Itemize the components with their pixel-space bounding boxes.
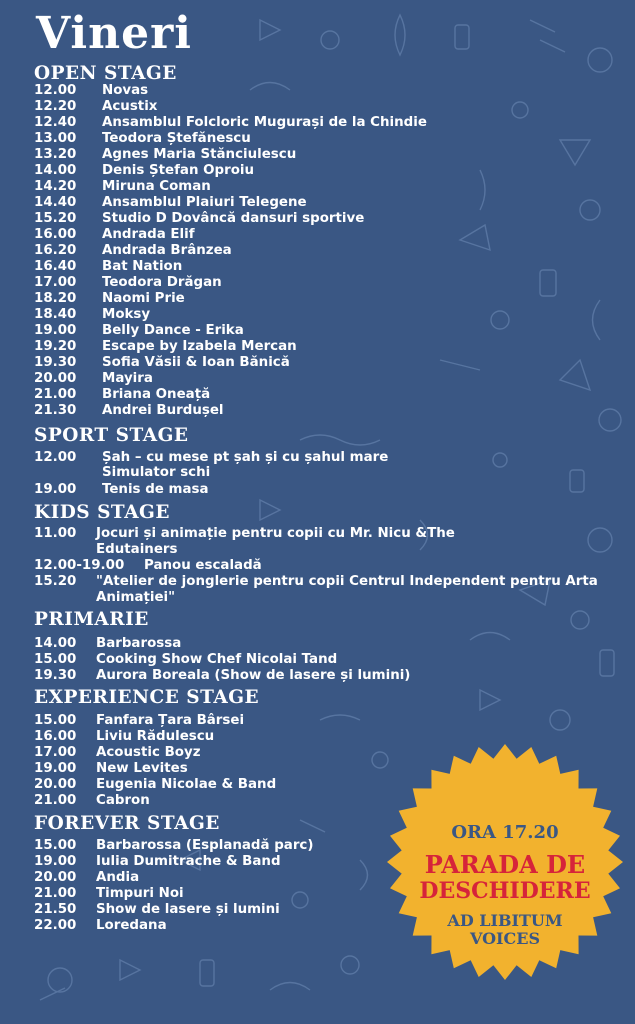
time: 13.00 xyxy=(34,131,77,146)
time: 12.00 xyxy=(34,83,77,98)
act: Sofia Văsii & Ioan Bănică xyxy=(102,355,290,370)
act: Timpuri Noi xyxy=(96,886,184,901)
section-title-kids-stage: KIDS STAGE xyxy=(34,502,170,523)
schedule-row xyxy=(34,179,211,195)
act: Bat Nation xyxy=(102,259,183,274)
time: 12.00-19.00 xyxy=(34,558,125,573)
schedule-row xyxy=(34,403,224,419)
act: Moksy xyxy=(102,307,151,322)
act: Andia xyxy=(96,870,140,885)
act: Barbarossa xyxy=(96,636,182,651)
act: Șah – cu mese pt șah și cu șahul mare xyxy=(102,450,389,465)
schedule-row xyxy=(34,482,209,498)
act: Liviu Rădulescu xyxy=(96,729,215,744)
time: 20.00 xyxy=(34,777,77,792)
time: 14.00 xyxy=(34,636,77,651)
schedule-row xyxy=(34,668,410,684)
act: Barbarossa (Esplanadă parc) xyxy=(96,838,314,853)
schedule-row xyxy=(34,793,150,809)
section-title-primarie: PRIMARIE xyxy=(34,609,149,630)
time: 21.00 xyxy=(34,387,77,402)
schedule-row xyxy=(34,918,167,934)
act: Show de lasere și lumini xyxy=(96,902,280,917)
badge-title-line2: DESCHIDERE xyxy=(419,878,591,904)
act: Andrada Elif xyxy=(102,227,195,242)
schedule-row xyxy=(34,777,276,793)
schedule-row xyxy=(34,227,195,243)
time: 19.30 xyxy=(34,668,77,683)
time: 16.40 xyxy=(34,259,77,274)
schedule-row xyxy=(34,450,388,466)
schedule-row xyxy=(34,275,222,291)
act: Acoustic Boyz xyxy=(96,745,201,760)
time: 21.30 xyxy=(34,403,77,418)
act: Iulia Dumitrache & Band xyxy=(96,854,281,869)
act: Ansamblul Plaiuri Telegene xyxy=(102,195,307,210)
schedule-row xyxy=(34,163,254,179)
act: Studio D Dovâncă dansuri sportive xyxy=(102,211,365,226)
time: 18.40 xyxy=(34,307,77,322)
schedule-row xyxy=(34,339,297,355)
schedule-row xyxy=(34,838,314,854)
time: 21.00 xyxy=(34,886,77,901)
time: 15.20 xyxy=(34,211,77,226)
time: 13.20 xyxy=(34,147,77,162)
schedule-row xyxy=(34,745,201,761)
schedule-row xyxy=(34,526,536,558)
time: 14.00 xyxy=(34,163,77,178)
time: 16.20 xyxy=(34,243,77,258)
act: "Atelier de jonglerie pentru copii Centrul Independent pentru Arta Animației" xyxy=(96,574,598,605)
act: Briana Oneață xyxy=(102,387,211,402)
time: 19.00 xyxy=(34,482,77,497)
schedule-row xyxy=(34,761,188,777)
schedule-row xyxy=(34,902,280,918)
time: 14.40 xyxy=(34,195,77,210)
act: Fanfara Țara Bârsei xyxy=(96,713,245,728)
time: 15.00 xyxy=(34,652,77,667)
badge-subtitle-line1: AD LIBITUM xyxy=(447,911,563,930)
schedule-row xyxy=(34,465,210,481)
time: 20.00 xyxy=(34,371,77,386)
act: Belly Dance - Erika xyxy=(102,323,244,338)
schedule-row xyxy=(34,854,281,870)
schedule-row xyxy=(34,355,290,371)
act: Eugenia Nicolae & Band xyxy=(96,777,277,792)
schedule-row xyxy=(34,371,153,387)
section-title-open-stage: OPEN STAGE xyxy=(34,63,177,84)
schedule-row xyxy=(34,652,337,668)
time: 16.00 xyxy=(34,227,77,242)
badge-time: ORA 17.20 xyxy=(451,822,559,843)
schedule-row xyxy=(34,147,296,163)
time: 14.20 xyxy=(34,179,77,194)
time: 12.40 xyxy=(34,115,77,130)
schedule-row xyxy=(34,195,307,211)
act: Cooking Show Chef Nicolai Tand xyxy=(96,652,338,667)
time: 19.20 xyxy=(34,339,77,354)
time: 17.00 xyxy=(34,275,77,290)
act: Andrada Brânzea xyxy=(102,243,232,258)
schedule-row xyxy=(34,291,185,307)
time: 19.00 xyxy=(34,323,77,338)
act: Miruna Coman xyxy=(102,179,211,194)
act: Novas xyxy=(102,83,149,98)
schedule-row xyxy=(34,387,210,403)
badge-subtitle-line2: VOICES xyxy=(469,929,541,948)
act: Mayira xyxy=(102,371,153,386)
badge-title-line1: PARADA DE xyxy=(424,850,586,879)
act: Teodora Ștefănescu xyxy=(102,131,251,146)
act: Ansamblul Folcloric Mugurași de la Chindie xyxy=(102,115,427,130)
act: Teodora Drăgan xyxy=(102,275,222,290)
act: New Levites xyxy=(96,761,188,776)
act: Escape by Izabela Mercan xyxy=(102,339,297,354)
time: 15.00 xyxy=(34,713,77,728)
section-title-sport-stage: SPORT STAGE xyxy=(34,425,189,446)
page-title: Vineri xyxy=(36,8,192,59)
act: Cabron xyxy=(96,793,150,808)
time: 11.00 xyxy=(34,526,77,541)
section-title-experience-stage: EXPERIENCE STAGE xyxy=(34,687,260,708)
time: 18.20 xyxy=(34,291,77,306)
schedule-row xyxy=(34,729,214,745)
time: 15.00 xyxy=(34,838,77,853)
schedule-row xyxy=(34,307,150,323)
schedule-row xyxy=(34,131,251,147)
schedule-row xyxy=(34,870,139,886)
time: 20.00 xyxy=(34,870,77,885)
schedule-row xyxy=(34,558,262,574)
act: Andrei Burdușel xyxy=(102,403,224,418)
time: 21.50 xyxy=(34,902,77,917)
time: 15.20 xyxy=(34,574,77,589)
schedule-row xyxy=(34,211,364,227)
act: Tenis de masa xyxy=(102,482,209,497)
act: Panou escaladă xyxy=(144,558,262,573)
time: 12.00 xyxy=(34,450,77,465)
schedule-row xyxy=(34,713,244,729)
act: Denis Ștefan Oproiu xyxy=(102,163,255,178)
schedule-row xyxy=(34,636,181,652)
schedule-row xyxy=(34,886,184,902)
time: 21.00 xyxy=(34,793,77,808)
time: 12.20 xyxy=(34,99,77,114)
time: 19.30 xyxy=(34,355,77,370)
schedule-row xyxy=(34,259,182,275)
section-title-forever-stage: FOREVER STAGE xyxy=(34,813,220,834)
act: Acustix xyxy=(102,99,158,114)
time: 22.00 xyxy=(34,918,77,933)
act: Jocuri și animație pentru copii cu Mr. Nicu &The Edutainers xyxy=(96,526,455,557)
time: 19.00 xyxy=(34,854,77,869)
schedule-row xyxy=(34,83,148,99)
act: Loredana xyxy=(96,918,167,933)
act: Agnes Maria Stănciulescu xyxy=(102,147,297,162)
time: 16.00 xyxy=(34,729,77,744)
act: Naomi Prie xyxy=(102,291,185,306)
schedule-row xyxy=(34,99,157,115)
time: 17.00 xyxy=(34,745,77,760)
schedule-row xyxy=(34,243,232,259)
act: Simulator schi xyxy=(102,465,211,480)
schedule-row xyxy=(34,115,427,131)
act: Aurora Boreala (Show de lasere și lumini) xyxy=(96,668,411,683)
time: 19.00 xyxy=(34,761,77,776)
schedule-row xyxy=(34,574,616,606)
schedule-row xyxy=(34,323,244,339)
